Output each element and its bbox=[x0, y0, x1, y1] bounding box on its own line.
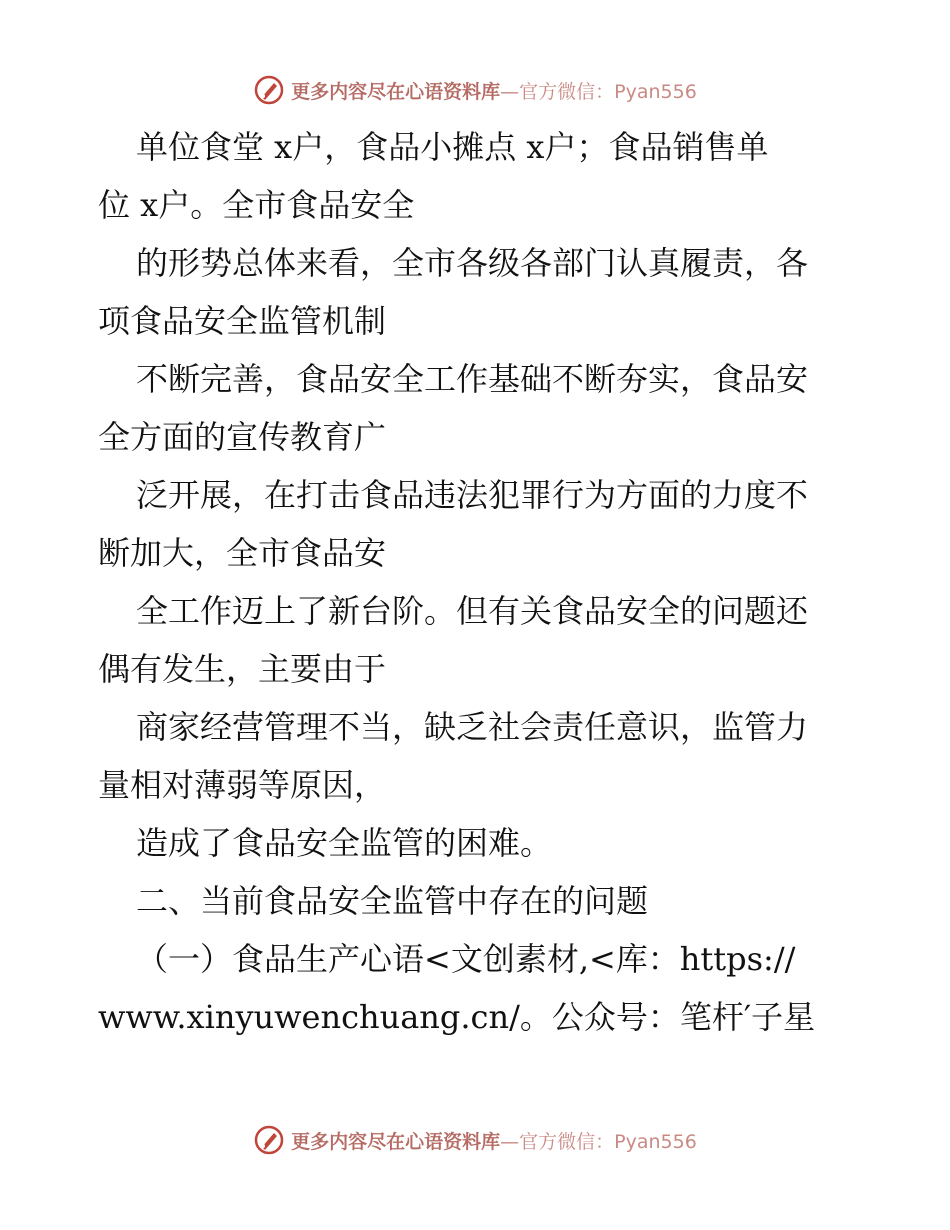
pen-logo-icon bbox=[253, 74, 285, 106]
text-line-3: 的形势总体来看，全市各级各部门认真履责，各 bbox=[136, 244, 809, 282]
text-line-16: www.xinyuwenchuang.cn/。公众号：笔杆′子星 bbox=[98, 998, 816, 1036]
watermark-title: 更多内容尽在心语资料库 bbox=[291, 80, 501, 103]
text-line-12: 量相对薄弱等原因， bbox=[98, 766, 387, 804]
text-line-8: 断加大，全市食品安 bbox=[98, 534, 387, 572]
pen-logo-icon bbox=[253, 1124, 285, 1156]
subsection-heading: （一）食品生产心语<文创素材,<库：https:// bbox=[136, 940, 796, 978]
section-heading: 二、当前食品安全监管中存在的问题 bbox=[136, 882, 649, 920]
watermark-text bbox=[291, 77, 697, 104]
text-line-1: 单位食堂 x户，食品小摊点 x户；食品销售单 bbox=[136, 128, 769, 166]
text-line-10: 偶有发生，主要由于 bbox=[98, 650, 387, 688]
text-line-6: 全方面的宣传教育广 bbox=[98, 418, 387, 456]
watermark-wechat: —官方微信：Pyan556 bbox=[500, 80, 697, 103]
watermark-title: 更多内容尽在心语资料库 bbox=[291, 1130, 501, 1153]
text-line-11: 商家经营管理不当，缺乏社会责任意识，监管力 bbox=[136, 708, 809, 746]
text-line-7: 泛开展，在打击食品违法犯罪行为方面的力度不 bbox=[136, 476, 809, 514]
text-line-2: 位 x户。全市食品安全 bbox=[98, 186, 415, 224]
footer-watermark bbox=[0, 1120, 950, 1160]
document-body bbox=[98, 118, 858, 1046]
watermark-wechat: —官方微信：Pyan556 bbox=[500, 1130, 697, 1153]
text-line-4: 项食品安全监管机制 bbox=[98, 302, 387, 340]
text-line-13: 造成了食品安全监管的困难。 bbox=[136, 824, 553, 862]
header-watermark bbox=[0, 70, 950, 110]
text-line-9: 全工作迈上了新台阶。但有关食品安全的问题还 bbox=[136, 592, 809, 630]
watermark-text bbox=[291, 1127, 697, 1154]
text-line-5: 不断完善，食品安全工作基础不断夯实，食品安 bbox=[136, 360, 809, 398]
